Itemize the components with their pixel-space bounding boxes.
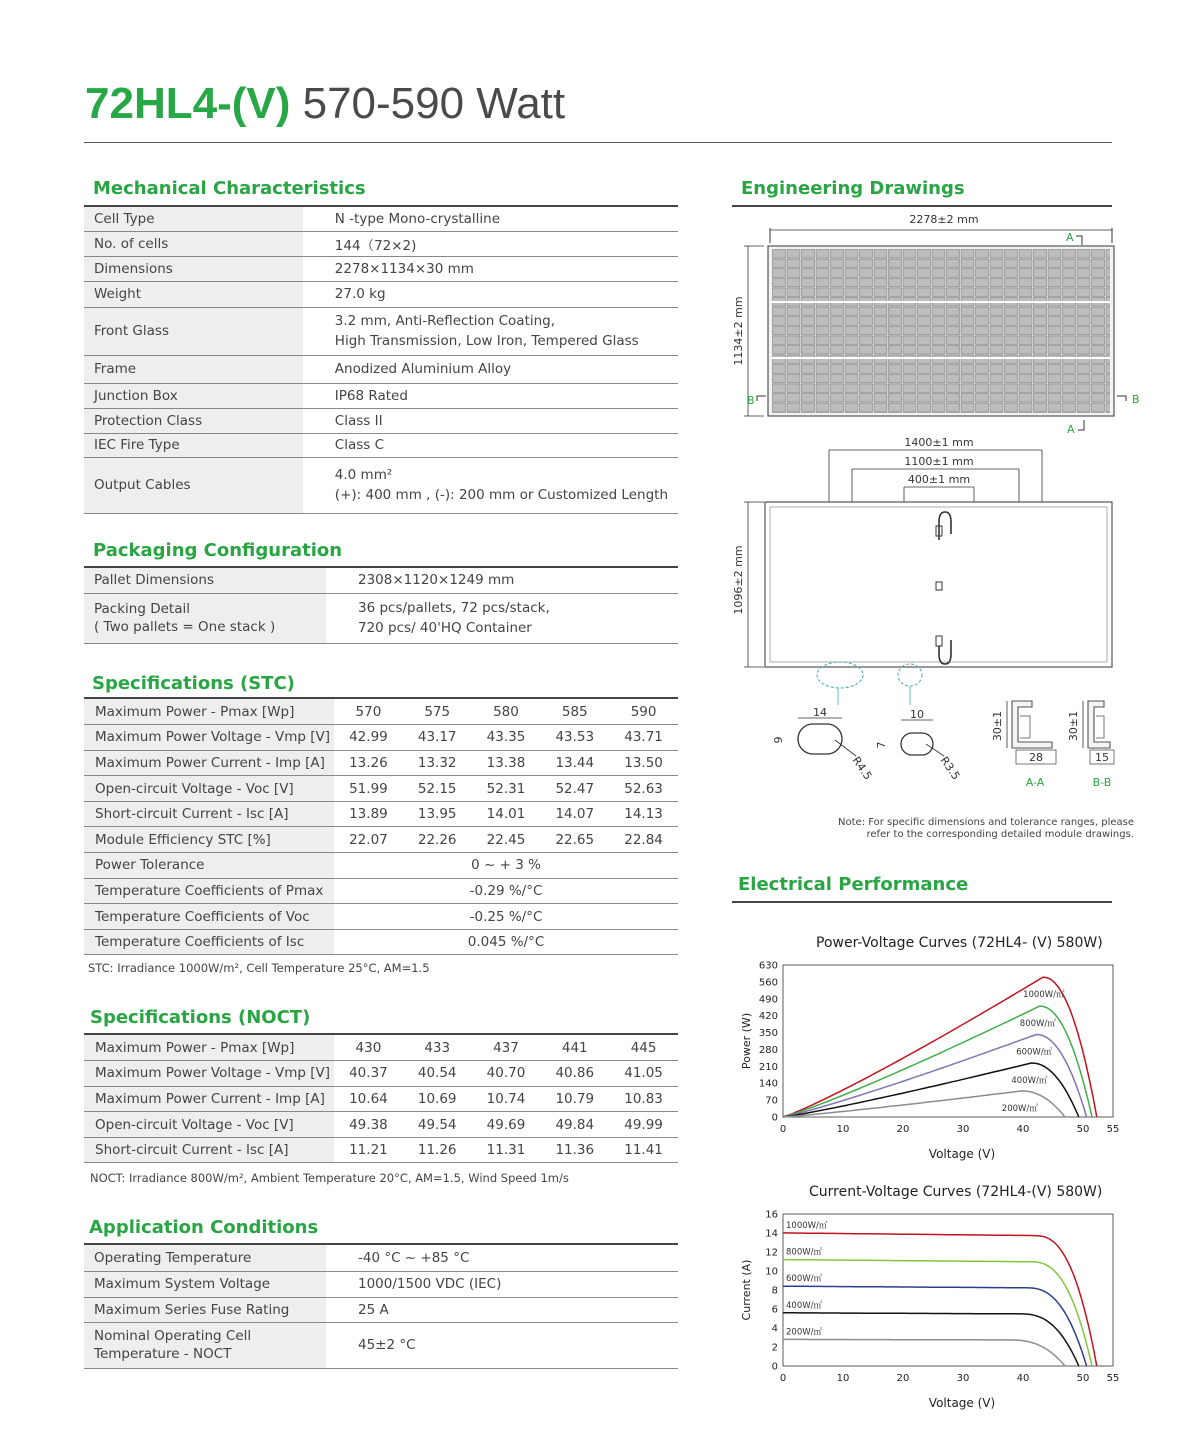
spec-value: 11.26: [403, 1137, 472, 1163]
spec-value: 13.38: [472, 750, 541, 776]
x-tick-label: 10: [836, 1124, 850, 1135]
spec-value: 40.70: [472, 1061, 541, 1087]
spec-value: 22.65: [540, 827, 609, 853]
spec-value: 0.045 %/°C: [334, 929, 678, 955]
table-row: [84, 1061, 678, 1087]
spec-value: 40.54: [403, 1061, 472, 1087]
hole-detail-2: [875, 708, 963, 782]
spec-value: 13.95: [403, 801, 472, 827]
spec-value: 4.0 mm² (+): 400 mm , (-): 200 mm or Customized Length: [303, 457, 678, 513]
spec-value: IP68 Rated: [303, 383, 678, 408]
span-400: 400±1 mm: [907, 473, 971, 486]
noct-table: [84, 1035, 678, 1163]
spec-value: N -type Mono-crystalline: [303, 207, 678, 231]
spec-label: Maximum System Voltage: [84, 1271, 326, 1297]
spec-value: -0.25 %/°C: [334, 904, 678, 930]
spec-value: 42.99: [334, 725, 403, 751]
spec-value: 27.0 kg: [303, 281, 678, 307]
spec-value: 43.71: [609, 725, 678, 751]
section-a-a-label: A-A: [1025, 776, 1045, 789]
section-b-left: B: [747, 394, 755, 407]
series-label: 800W/㎡: [1019, 1019, 1056, 1030]
spec-value: 13.26: [334, 750, 403, 776]
spec-value: 2278×1134×30 mm: [303, 256, 678, 281]
spec-label: Short-circuit Current - Isc [A]: [84, 1137, 334, 1163]
y-axis-label: Current (A): [740, 1259, 753, 1321]
y-tick-label: 70: [765, 1095, 778, 1107]
iv-chart-title: Current-Voltage Curves (72HL4-(V) 580W): [809, 1184, 1103, 1200]
noct-note: NOCT: Irradiance 800W/m², Ambient Temperature 20°C, AM=1.5, Wind Speed 1m/s: [90, 1171, 569, 1185]
spec-label: Cell Type: [84, 207, 303, 231]
spec-label: Output Cables: [84, 457, 303, 513]
series-label: 400W/㎡: [1011, 1075, 1048, 1086]
spec-value: 49.38: [334, 1112, 403, 1138]
x-tick-label: 30: [956, 1124, 970, 1135]
spec-label: Weight: [84, 281, 303, 307]
spec-value: 22.45: [472, 827, 541, 853]
spec-label: Junction Box: [84, 383, 303, 408]
svg-text:30±1: 30±1: [991, 710, 1004, 742]
power-range: 570-590 Watt: [302, 79, 566, 128]
spec-value: Anodized Aluminium Alloy: [303, 355, 678, 383]
mounting-dimensions: [829, 436, 1042, 502]
spec-value: 51.99: [334, 776, 403, 802]
y-tick-label: 10: [765, 1266, 778, 1278]
section-a-top: A: [1066, 231, 1074, 244]
y-tick-label: 280: [758, 1044, 778, 1056]
spec-value: 580: [472, 699, 541, 725]
spec-value: 0 ~ + 3 %: [334, 853, 678, 879]
spec-value: 11.31: [472, 1137, 541, 1163]
y-tick-label: 560: [758, 977, 778, 989]
svg-text:10: 10: [910, 708, 924, 721]
spec-value: 40.37: [334, 1061, 403, 1087]
span-1400: 1400±1 mm: [904, 436, 974, 449]
spec-label: Pallet Dimensions: [84, 568, 326, 593]
spec-value: 11.36: [540, 1137, 609, 1163]
x-tick-label: 0: [779, 1124, 787, 1135]
spec-label: Maximum Series Fuse Rating: [84, 1297, 326, 1322]
spec-value: 14.07: [540, 801, 609, 827]
spec-value: 10.64: [334, 1086, 403, 1112]
spec-label: Operating Temperature: [84, 1245, 326, 1271]
series-line: [783, 1286, 1087, 1366]
section-title-packaging: Packaging Configuration: [93, 540, 343, 561]
spec-value: 49.54: [403, 1112, 472, 1138]
profile-a-a: [991, 701, 1056, 789]
table-row: [84, 1086, 678, 1112]
table-row: [84, 1112, 678, 1138]
table-row: [84, 929, 678, 955]
spec-value: 10.74: [472, 1086, 541, 1112]
spec-label: Power Tolerance: [84, 853, 334, 879]
spec-value: 52.47: [540, 776, 609, 802]
spec-label: Maximum Power - Pmax [Wp]: [84, 699, 334, 725]
x-axis-label: Voltage (V): [928, 1396, 996, 1410]
x-tick-label: 40: [1016, 1373, 1030, 1384]
spec-label: Maximum Power Voltage - Vmp [V]: [84, 725, 334, 751]
x-tick-label: 20: [896, 1124, 910, 1135]
y-tick-label: 6: [771, 1304, 778, 1316]
spec-label: Maximum Power Current - Imp [A]: [84, 750, 334, 776]
spec-label: Dimensions: [84, 256, 303, 281]
table-row: [84, 1271, 678, 1297]
spec-value: -0.29 %/°C: [334, 878, 678, 904]
y-tick-label: 140: [758, 1078, 778, 1090]
series-label: 600W/㎡: [1016, 1047, 1053, 1058]
x-tick-label: 10: [836, 1373, 850, 1384]
model-name: 72HL4-(V): [85, 79, 291, 128]
pv-chart-title: Power-Voltage Curves (72HL4- (V) 580W): [816, 935, 1103, 951]
plot-frame: [783, 1214, 1113, 1366]
stc-note: STC: Irradiance 1000W/m², Cell Temperature 25°C, AM=1.5: [88, 961, 430, 975]
y-tick-label: 420: [758, 1011, 778, 1023]
section-title-drawings: Engineering Drawings: [741, 178, 965, 199]
spec-value: 1000/1500 VDC (IEC): [326, 1271, 678, 1297]
x-tick-label: 55: [1106, 1124, 1120, 1135]
spec-value: 13.32: [403, 750, 472, 776]
spec-value: 144（72×2): [303, 231, 678, 256]
y-tick-label: 12: [765, 1247, 778, 1259]
spec-value: 575: [403, 699, 472, 725]
spec-value: 52.31: [472, 776, 541, 802]
spec-label: IEC Fire Type: [84, 433, 303, 457]
spec-value: 41.05: [609, 1061, 678, 1087]
section-title-mechanical: Mechanical Characteristics: [93, 178, 366, 199]
y-tick-label: 14: [765, 1228, 778, 1240]
x-tick-label: 30: [956, 1373, 970, 1384]
spec-label: Open-circuit Voltage - Voc [V]: [84, 1112, 334, 1138]
iv-chart: [730, 1204, 1125, 1419]
series-label: 1000W/㎡: [1023, 990, 1065, 1001]
table-row: [84, 1035, 678, 1061]
spec-label: Front Glass: [84, 307, 303, 355]
y-tick-label: 16: [765, 1209, 778, 1221]
table-row: [84, 1245, 678, 1271]
spec-value: 13.44: [540, 750, 609, 776]
spec-label: Temperature Coefficients of Isc: [84, 929, 334, 955]
series-label: 200W/㎡: [1001, 1103, 1038, 1114]
spec-value: 22.84: [609, 827, 678, 853]
x-tick-label: 50: [1076, 1373, 1090, 1384]
spec-value: 13.50: [609, 750, 678, 776]
spec-value: 36 pcs/pallets, 72 pcs/stack, 720 pcs/ 40'HQ Container: [326, 593, 678, 643]
table-row: [84, 878, 678, 904]
spec-value: 22.26: [403, 827, 472, 853]
height-dimension: [732, 246, 764, 416]
drawing-note: Note: For specific dimensions and tolerance ranges, please refer to the corresponding detailed module drawings.: [838, 817, 1134, 840]
section-title-application: Application Conditions: [89, 1217, 319, 1238]
y-axis-label: Power (W): [740, 1012, 753, 1070]
svg-text:7: 7: [875, 741, 888, 749]
series-line: [783, 1233, 1097, 1366]
y-tick-label: 630: [758, 960, 778, 972]
spec-value: 43.35: [472, 725, 541, 751]
spec-value: 49.84: [540, 1112, 609, 1138]
spec-label: Temperature Coefficients of Pmax: [84, 878, 334, 904]
spec-value: 3.2 mm, Anti-Reflection Coating, High Transmission, Low Iron, Tempered Glass: [303, 307, 678, 355]
spec-value: -40 °C ~ +85 °C: [326, 1245, 678, 1271]
series-label: 400W/㎡: [786, 1300, 822, 1311]
spec-value: 433: [403, 1035, 472, 1061]
spec-value: 10.83: [609, 1086, 678, 1112]
series-label: 1000W/㎡: [786, 1220, 828, 1231]
x-axis-label: Voltage (V): [928, 1147, 996, 1161]
section-title-stc: Specifications (STC): [92, 673, 295, 694]
y-tick-label: 350: [758, 1028, 778, 1040]
spec-value: 14.01: [472, 801, 541, 827]
spec-value: 52.15: [403, 776, 472, 802]
mount-height-label: 1096±2 mm: [732, 545, 745, 615]
spec-value: Class II: [303, 408, 678, 433]
spec-value: 441: [540, 1035, 609, 1061]
section-b-b-label: B-B: [1092, 776, 1112, 789]
svg-text:30±1: 30±1: [1067, 710, 1080, 742]
y-tick-label: 4: [771, 1323, 778, 1335]
spec-value: 52.63: [609, 776, 678, 802]
spec-value: 10.79: [540, 1086, 609, 1112]
section-a-bottom: A: [1067, 423, 1075, 436]
series-label: 200W/㎡: [786, 1327, 822, 1338]
height-label: 1134±2 mm: [732, 296, 745, 366]
spec-value: Class C: [303, 433, 678, 457]
width-dimension: [770, 213, 1112, 243]
spec-value: 2308×1120×1249 mm: [326, 568, 678, 593]
section-b-right: B: [1132, 393, 1140, 406]
spec-value: 43.53: [540, 725, 609, 751]
spec-label: Maximum Power Current - Imp [A]: [84, 1086, 334, 1112]
spec-value: 49.69: [472, 1112, 541, 1138]
spec-label: Short-circuit Current - Isc [A]: [84, 801, 334, 827]
series-label: 600W/㎡: [786, 1274, 822, 1285]
spec-value: 430: [334, 1035, 403, 1061]
series-line: [783, 1339, 1065, 1366]
spec-value: 43.17: [403, 725, 472, 751]
x-tick-label: 55: [1106, 1373, 1120, 1384]
spec-value: 25 A: [326, 1297, 678, 1322]
pv-chart: [730, 955, 1125, 1170]
y-tick-label: 8: [771, 1285, 778, 1297]
spec-label: Frame: [84, 355, 303, 383]
spec-label: Protection Class: [84, 408, 303, 433]
spec-value: 445: [609, 1035, 678, 1061]
y-tick-label: 2: [771, 1342, 778, 1354]
spec-label: Nominal Operating Cell Temperature - NOCT: [84, 1322, 326, 1368]
x-tick-label: 50: [1076, 1124, 1090, 1135]
spec-label: Maximum Power - Pmax [Wp]: [84, 1035, 334, 1061]
spec-label: Packing Detail ( Two pallets = One stack ): [84, 593, 326, 643]
spec-value: 11.21: [334, 1137, 403, 1163]
spec-value: 590: [609, 699, 678, 725]
svg-text:28: 28: [1029, 751, 1043, 764]
spec-label: Open-circuit Voltage - Voc [V]: [84, 776, 334, 802]
profile-b-b: [1067, 701, 1114, 789]
spec-value: 437: [472, 1035, 541, 1061]
section-title-noct: Specifications (NOCT): [90, 1007, 311, 1028]
x-tick-label: 0: [779, 1373, 787, 1384]
spec-value: 11.41: [609, 1137, 678, 1163]
hole-detail-1: [772, 706, 875, 782]
spec-value: 45±2 °C: [326, 1322, 678, 1368]
spec-value: 10.69: [403, 1086, 472, 1112]
spec-value: 49.99: [609, 1112, 678, 1138]
y-tick-label: 210: [758, 1061, 778, 1073]
spec-value: 40.86: [540, 1061, 609, 1087]
width-label: 2278±2 mm: [909, 213, 979, 226]
x-tick-label: 20: [896, 1373, 910, 1384]
table-row: [84, 1137, 678, 1163]
svg-text:R3.5: R3.5: [937, 754, 963, 783]
svg-text:9: 9: [772, 736, 785, 744]
spec-label: Module Efficiency STC [%]: [84, 827, 334, 853]
spec-label: Maximum Power Voltage - Vmp [V]: [84, 1061, 334, 1087]
table-row: [84, 1322, 678, 1368]
plot-frame: [783, 965, 1113, 1117]
y-tick-label: 0: [771, 1361, 778, 1373]
y-tick-label: 490: [758, 994, 778, 1006]
x-tick-label: 40: [1016, 1124, 1030, 1135]
application-table: [84, 1245, 678, 1369]
series-label: 800W/㎡: [786, 1247, 822, 1258]
spec-value: 585: [540, 699, 609, 725]
spec-value: 13.89: [334, 801, 403, 827]
panel-rear-view: [732, 502, 1112, 705]
spec-value: 14.13: [609, 801, 678, 827]
table-row: [84, 1297, 678, 1322]
spec-label: Temperature Coefficients of Voc: [84, 904, 334, 930]
spec-value: 22.07: [334, 827, 403, 853]
panel-front-view: [768, 246, 1114, 416]
section-title-electrical: Electrical Performance: [738, 874, 969, 895]
span-1100: 1100±1 mm: [904, 455, 974, 468]
svg-text:15: 15: [1095, 751, 1109, 764]
svg-text:R4.5: R4.5: [849, 754, 875, 783]
spec-value: 570: [334, 699, 403, 725]
table-row: [84, 904, 678, 930]
svg-text:14: 14: [813, 706, 827, 719]
section-rule: [732, 901, 1112, 903]
y-tick-label: 0: [771, 1112, 778, 1124]
spec-label: No. of cells: [84, 231, 303, 256]
